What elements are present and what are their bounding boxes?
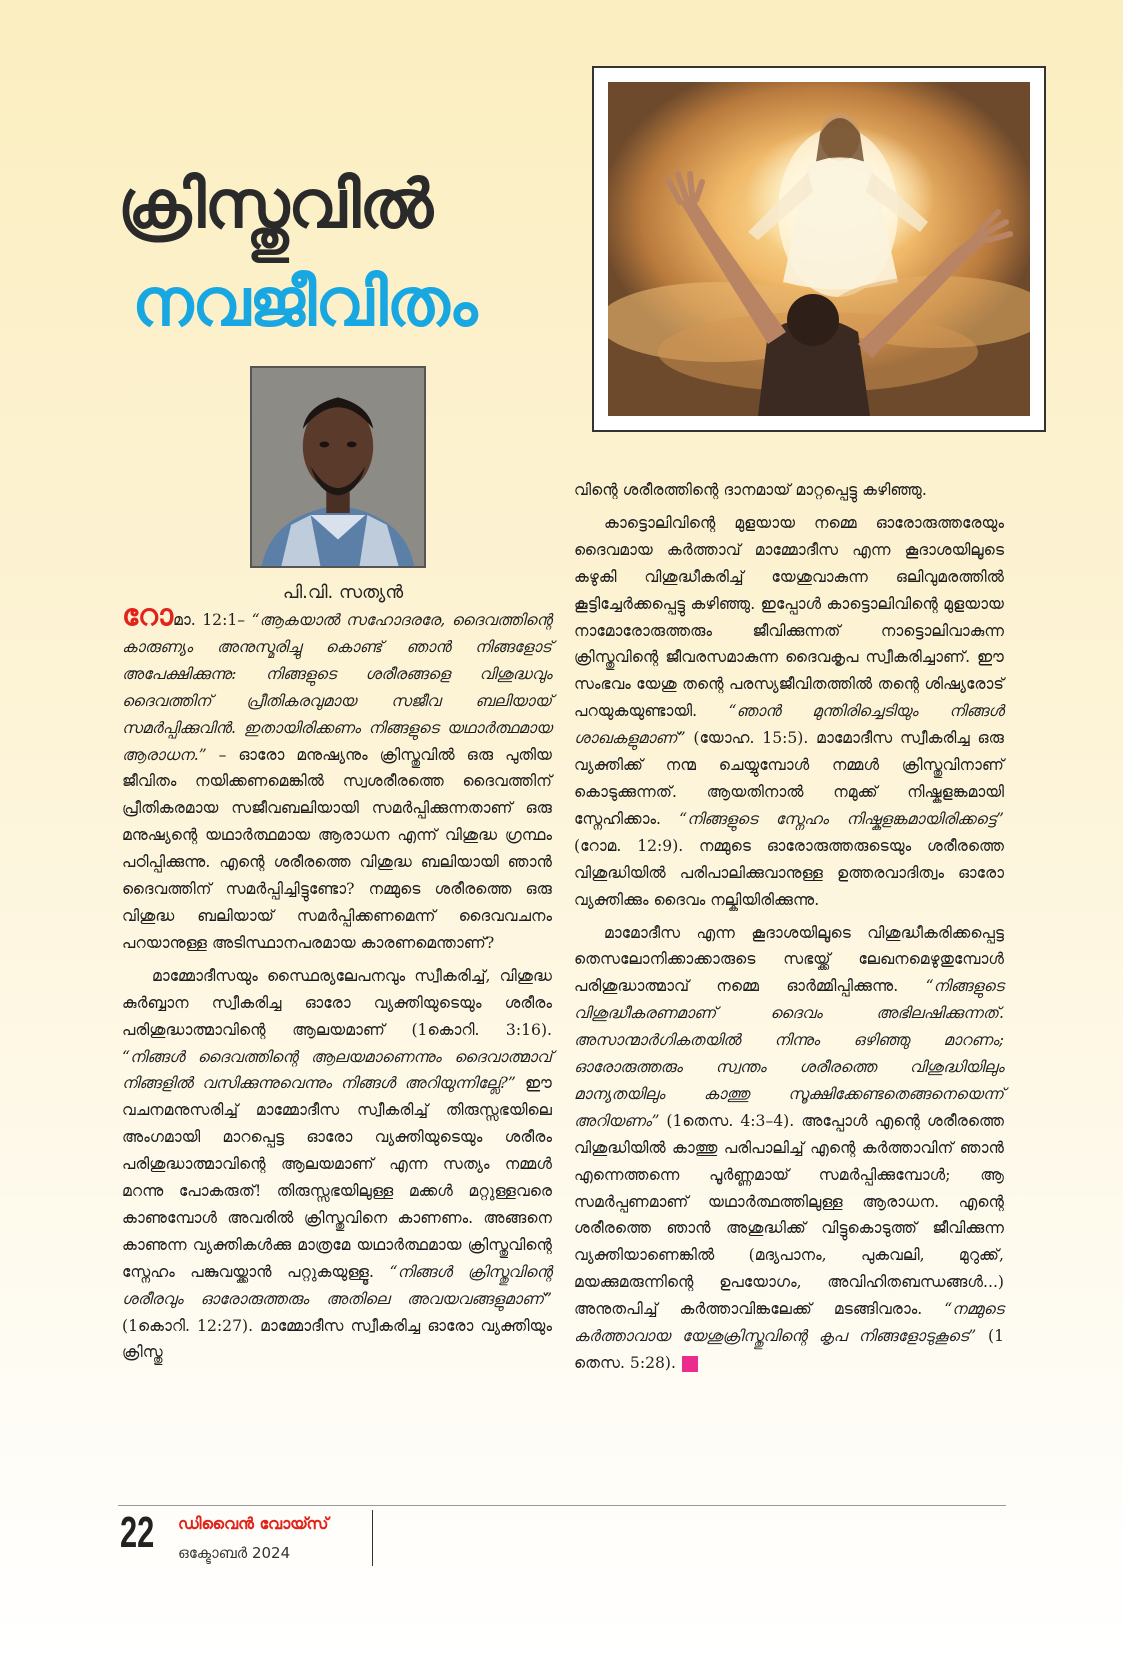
article-title-line2: നവജീവിതം — [132, 264, 477, 341]
hero-image — [608, 82, 1030, 416]
text-span: മാമോദീസ എന്ന കൂദാശയിലൂടെ വിശുദ്ധീകരിക്കപ്പെട്ട തെസലോനിക്കാക്കാരുടെ സഭയ്ക്ക് ലേഖനമെഴുതുമ്പോൾ പരിശുദ്ധാത്മാവ് നമ്മെ ഓർമ്മിപ്പിക്കുന്നു. — [574, 923, 1004, 996]
text-span: (യോഹ. 15:5). മാമോദീസ സ്വീകരിച്ച ഒരു വ്യക്തിക്ക് നന്മ ചെയ്യുമ്പോൾ നമ്മൾ ക്രിസ്തുവിനാണ് കൊടുക്കുന്നത്. ആയതിനാൽ നമുക്ക് നിഷ്കളങ്കമായി സ്നേഹിക്കാം. — [574, 729, 1004, 828]
hero-image-frame — [592, 66, 1046, 432]
text-span: (1തെസ. 4:3–4). അപ്പോൾ എന്റെ ശരീരത്തെ വിശുദ്ധിയിൽ കാത്തു പരിപാലിച്ച് എന്റെ കർത്താവിന് ഞാൻ എന്നെത്തന്നെ പൂർണ്ണമായ് സമർപ്പിക്കുമ്പോൾ; ആ സമർപ്പണമാണ് യഥാർത്ഥത്തിലുള്ള ആരാധന. എന്റെ ശരീരത്തെ ഞാൻ അശുദ്ധിക്ക് വിട്ടുകൊടുത്ത് ജീവിക്കുന്ന വ്യക്തിയാണെങ്കിൽ (മദ്യപാനം, പുകവലി, മുറുക്ക്, മയക്കുമരുന്നിന്റെ ഉപയോഗം, അവിഹിതബന്ധങ്ങൾ...) അനുതപിച്ച് കർത്താവിങ്കലേക്ക് മടങ്ങിവരാം. — [574, 1111, 1004, 1319]
drop-cap: റോ — [122, 598, 174, 633]
article-column-right — [574, 477, 1004, 1377]
end-of-article-icon — [682, 1356, 698, 1372]
text-span: മാ. 12:1– — [173, 611, 252, 629]
paragraph — [122, 963, 552, 1367]
magazine-name: ഡിവൈൻ വോയ്സ് — [178, 1514, 329, 1533]
text-span: (റോമ. 12:9). നമ്മുടെ ഓരോരുത്തരുടെയും ശരീരത്തെ വിശുദ്ധിയിൽ പരിപാലിക്കുവാനുള്ള ഉത്തരവാദിത്വം ഓരോ വ്യക്തിക്കും ദൈവം നല്കിയിരിക്കുന്നു. — [574, 836, 1004, 909]
text-span: – ഓരോ മനുഷ്യനും ക്രിസ്തുവിൽ ഒരു പുതിയ ജീവിതം നയിക്കണമെങ്കിൽ സ്വശരീരത്തെ ദൈവത്തിന് പ്രീതികരമായ സജീവബലിയായി സമർപ്പിക്കുന്നതാണ് ഒരു മനുഷ്യന്റെ യഥാർത്ഥമായ ആരാധന എന്ന് വിശുദ്ധ ഗ്രന്ഥം പഠിപ്പിക്കുന്നു. എന്റെ ശരീരത്തെ വിശുദ്ധ ബലിയായി ഞാൻ ദൈവത്തിന് സമർപ്പിച്ചിട്ടുണ്ടോ? നമ്മുടെ ശരീരത്തെ ഒരു വിശുദ്ധ ബലിയായ് സമർപ്പിക്കണമെന്ന് ദൈവവചനം പറയാനുള്ള അടിസ്ഥാനപരമായ കാരണമെന്താണ്? — [122, 745, 552, 952]
article-column-left — [122, 598, 552, 1366]
article-title-line1: ക്രിസ്തുവിൽ — [118, 166, 432, 243]
footer-divider — [372, 1510, 373, 1566]
scripture-quote: “നിങ്ങളുടെ സ്നേഹം നിഷ്കളങ്കമായിരിക്കട്ടെ” — [679, 809, 1005, 828]
scripture-quote: “ആകയാൽ സഹോദരരേ, ദൈവത്തിന്റെ കാരുണ്യം അനുസ്മരിച്ചു കൊണ്ട് ഞാൻ നിങ്ങളോട് അപേക്ഷിക്കുന്നു: നിങ്ങളുടെ ശരീരങ്ങളെ വിശുദ്ധവും ദൈവത്തിന് പ്രീതികരവുമായ സജീവ ബലിയായ് സമർപ്പിക്കുവിൻ. ഇതായിരിക്കണം നിങ്ങളുടെ യഥാർത്ഥമായ ആരാധന.” — [122, 611, 552, 764]
paragraph — [574, 510, 1004, 914]
scripture-quote: “ഞാൻ മുന്തിരിച്ചെടിയും നിങ്ങൾ ശാഖകളുമാണ്” — [574, 702, 1004, 748]
scripture-quote: “നമ്മുടെ കർത്താവായ യേശുക്രിസ്തുവിന്റെ കൃപ നിങ്ങളോടുകൂടെ” — [574, 1300, 1004, 1346]
paragraph: വിന്റെ ശരീരത്തിന്റെ ദാനമായ് മാറ്റപ്പെട്ടു കഴിഞ്ഞു. — [574, 481, 927, 499]
paragraph — [574, 920, 1004, 1377]
scripture-quote: “നിങ്ങൾ ക്രിസ്തുവിന്റെ ശരീരവും ഓരോരുത്തരും അതിലെ അവയവങ്ങളുമാണ്” — [122, 1262, 552, 1308]
author-name: പി.വി. സത്യൻ — [282, 582, 404, 603]
text-span: കാട്ടൊലിവിന്റെ മുളയായ നമ്മെ ഓരോരുത്തരേയും ദൈവമായ കർത്താവ് മാമ്മോദീസ എന്ന കൂദാശയിലൂടെ കഴുകി വിശുദ്ധീകരിച്ച് യേശുവാകുന്ന ഒലിവുമരത്തിൽ കൂട്ടിച്ചേർക്കപ്പെട്ടു കഴിഞ്ഞു. ഇപ്പോൾ കാട്ടൊലിവിന്റെ മുളയായ നാമോരോരുത്തരും ജീവിക്കുന്നത് നാട്ടൊലിവാകുന്ന ക്രിസ്തുവിന്റെ ജീവരസമാകുന്ന ദൈവകൃപ സ്വീകരിച്ചാണ്. ഈ സംഭവം യേശു തന്റെ പരസ്യജീവിതത്തിൽ തന്റെ ശിഷ്യരോട് പറയുകയുണ്ടായി. — [574, 513, 1004, 721]
page-number: 22 — [120, 1508, 155, 1557]
text-span: ഈ വചനമനുസരിച്ച് മാമ്മോദീസ സ്വീകരിച്ച് തിരുസ്സഭയിലെ അംഗമായി മാറപ്പെട്ട ഓരോ വ്യക്തിയുടെയും ശരീരം പരിശുദ്ധാത്മാവിന്റെ ആലയമാണ് എന്ന സത്യം നമ്മൾ മറന്നു പോകരുത്! തിരുസ്സഭയിലുള്ള മക്കൾ മറ്റുള്ളവരെ കാണുമ്പോൾ അവരിൽ ക്രിസ്തുവിനെ കാണണം. അങ്ങനെ കാണുന്ന വ്യക്തികൾക്കു മാത്രമേ യഥാർത്ഥമായ ക്രിസ്തുവിന്റെ സ്നേഹം പങ്കുവയ്ക്കാൻ പറ്റുകയുള്ളൂ. — [122, 1074, 552, 1281]
text-span: മാമ്മോദീസയും സ്ഥൈര്യലേപനവും സ്വീകരിച്ച്, വിശുദ്ധ കുർബ്ബാന സ്വീകരിച്ച ഓരോ വ്യക്തിയുടെയും ശരീരം പരിശുദ്ധാത്മാവിന്റെ ആലയമാണ് (1കൊറി. 3:16). — [122, 966, 552, 1039]
author-photo — [250, 366, 426, 568]
issue-date: ഒക്ടോബർ 2024 — [178, 1544, 291, 1562]
paragraph — [122, 598, 552, 957]
scripture-quote: “നിങ്ങൾ ദൈവത്തിന്റെ ആലയമാണെന്നും ദൈവാത്മാവ് നിങ്ങളിൽ വസിക്കുന്നുവെന്നും നിങ്ങൾ അറിയുന്നില്ലേ?” — [122, 1047, 552, 1093]
footer-rule — [118, 1505, 1006, 1506]
scripture-quote: “നിങ്ങളുടെ വിശുദ്ധീകരണമാണ് ദൈവം അഭിലഷിക്കുന്നത്. അസാന്മാർഗികതയിൽ നിന്നും ഒഴിഞ്ഞു മാറണം; ഓരോരുത്തരും സ്വന്തം ശരീരത്തെ വിശുദ്ധിയിലും മാന്യതയിലും കാത്തു സൂക്ഷിക്കേണ്ടതെങ്ങനെയെന്ന് അറിയണം” — [574, 977, 1004, 1130]
text-span: (1കൊറി. 12:27). മാമ്മോദീസ സ്വീകരിച്ച ഓരോ വ്യക്തിയും ക്രിസ്തു — [122, 1316, 552, 1362]
text-span: (1 തെസ. 5:28). — [574, 1327, 1005, 1372]
